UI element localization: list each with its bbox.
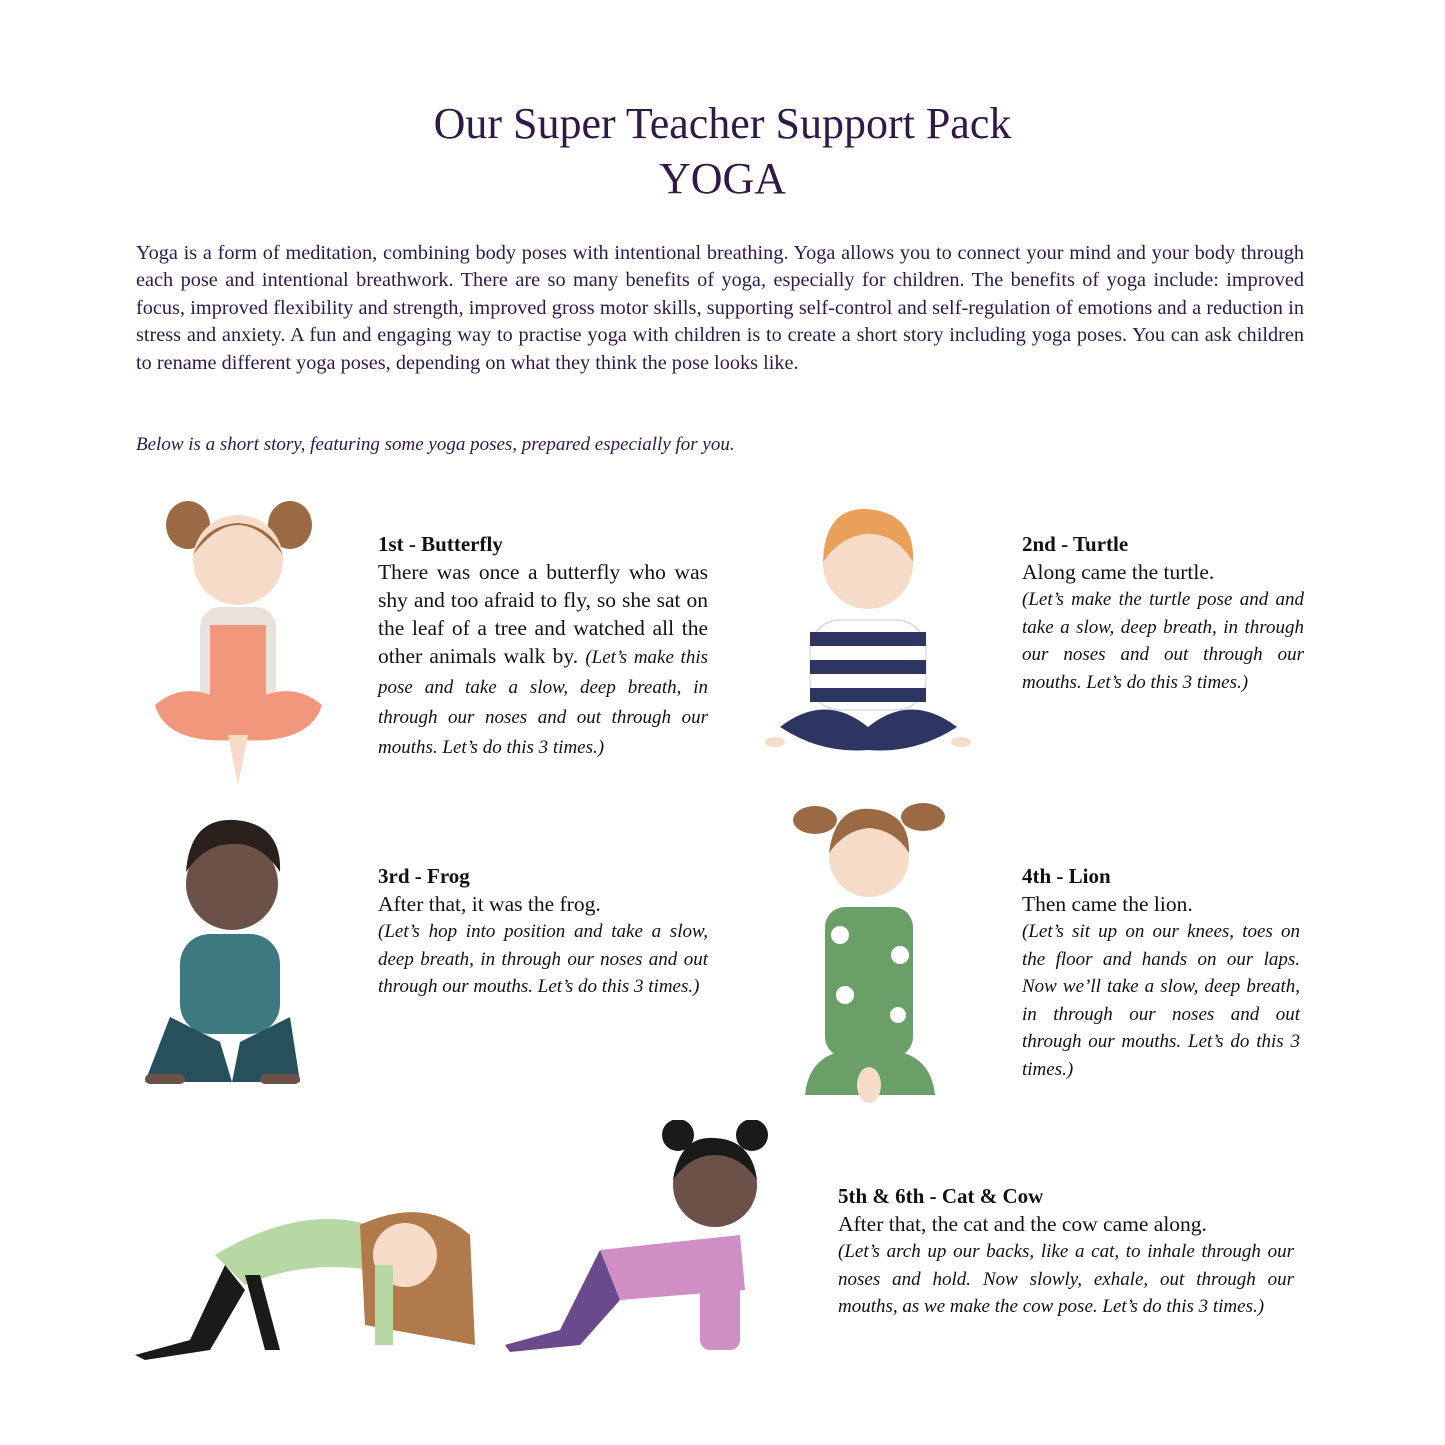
pose-instruction: (Let’s make the turtle pose and and take a slow, deep breath, in through our noses and out through our mouths. Let’s do this 3 times.) bbox=[1022, 589, 1304, 693]
pose-instruction: (Let’s sit up on our knees, toes on the floor and hands on our laps. Now we’ll take a slow, deep breath, in through our noses and out through our mouths. Let’s do this 3 times.) bbox=[1022, 921, 1300, 1080]
pose-turtle bbox=[1022, 530, 1304, 696]
pose-instruction: (Let’s arch up our backs, like a cat, to inhale through our noses and hold. Now slowly, exhale, out through our mouths, as we make the cow pose. Let’s do this 3 times.) bbox=[838, 1241, 1294, 1318]
pose-story: After that, the cat and the cow came along. bbox=[838, 1212, 1207, 1236]
pose-heading: 5th & 6th - Cat & Cow bbox=[838, 1184, 1044, 1208]
cow-pose-illustration bbox=[500, 1120, 778, 1360]
pose-story: There was once a butterfly who was shy and too afraid to fly, so she sat on the leaf of a tree and watched all the other animals walk by. bbox=[378, 560, 708, 668]
frog-pose-illustration bbox=[140, 812, 308, 1092]
pose-instruction: (Let’s make this pose and take a slow, deep breath, in through our noses and out through our mouths. Let’s do this 3 times.) bbox=[378, 647, 708, 758]
story-note: Below is a short story, featuring some yoga poses, prepared especially for you. bbox=[136, 434, 735, 455]
pose-story: After that, it was the frog. bbox=[378, 892, 601, 916]
butterfly-pose-illustration bbox=[150, 495, 325, 787]
pose-text bbox=[378, 558, 708, 762]
intro-paragraph: Yoga is a form of meditation, combining body poses with intentional breathing. Yoga allows you to connect your mind and your body through each pose and intentional breathwork. There are so many benefits of yoga, especially for children. The benefits of yoga include: improved focus, improved flexibility and strength, improved gross motor skills, supporting self-control and self-regulation of emotions and a reduction in stress and anxiety. A fun and engaging way to practise yoga with children is to create a short story including yoga poses. You can ask children to rename different yoga poses, depending on what they think the pose looks like. bbox=[136, 242, 1304, 374]
pose-lion bbox=[1022, 862, 1300, 1084]
page-title: Our Super Teacher Support Pack bbox=[433, 99, 1012, 148]
pose-cat-cow bbox=[838, 1182, 1294, 1321]
pose-instruction: (Let’s hop into position and take a slow, deep breath, in through our noses and out through our mouths. Let’s do this 3 times.) bbox=[378, 921, 708, 998]
turtle-pose-illustration bbox=[765, 492, 971, 762]
page-subtitle: YOGA bbox=[658, 154, 787, 203]
pose-heading: 1st - Butterfly bbox=[378, 532, 503, 556]
pose-story: Along came the turtle. bbox=[1022, 560, 1215, 584]
pose-story: Then came the lion. bbox=[1022, 892, 1193, 916]
pose-heading: 3rd - Frog bbox=[378, 864, 470, 888]
pose-butterfly bbox=[378, 530, 708, 762]
pose-heading: 2nd - Turtle bbox=[1022, 532, 1129, 556]
pose-frog bbox=[378, 862, 708, 1001]
cat-pose-illustration bbox=[135, 1195, 480, 1365]
lion-pose-illustration bbox=[790, 795, 948, 1107]
pose-heading: 4th - Lion bbox=[1022, 864, 1111, 888]
